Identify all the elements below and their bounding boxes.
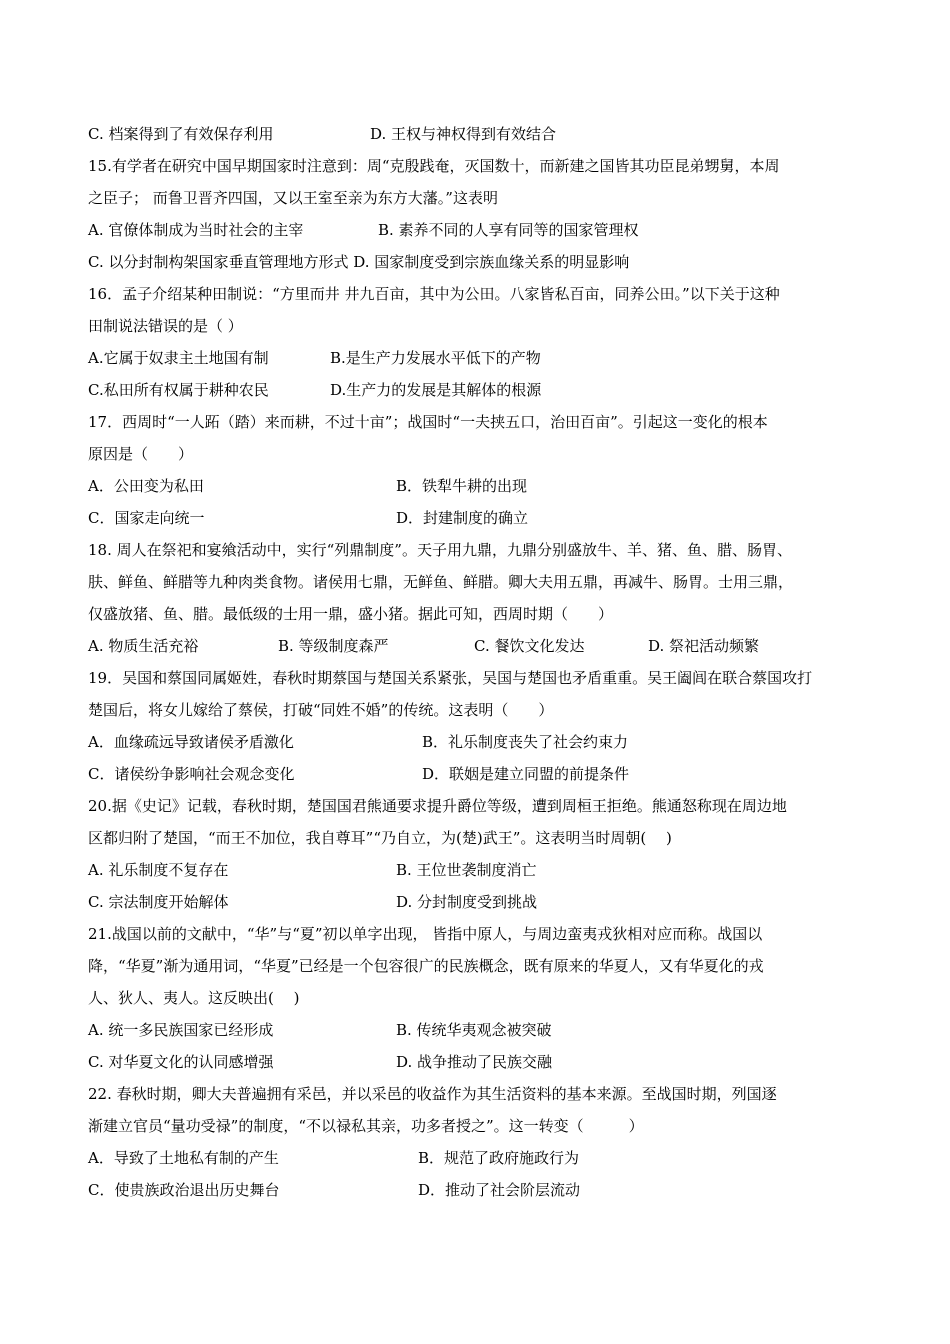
q22-option-d: D．推动了社会阶层流动 [418, 1181, 581, 1199]
q18-stem-line-1: 18. 周人在祭祀和宴飨活动中，实行“列鼎制度”。天子用九鼎，九鼎分别盛放牛、羊、猪、鱼、腊、肠胃、 [88, 541, 792, 559]
q16-stem-line-2: 田制说法错误的是（ ） [88, 317, 243, 335]
q20-stem-line-1: 20.据《史记》记载，春秋时期，楚国国君熊通要求提升爵位等级，遭到周桓王拒绝。熊通怒称现在周边地 [88, 797, 787, 815]
q17-option-d: D．封建制度的确立 [396, 509, 529, 527]
q20-option-c: C. 宗法制度开始解体 [88, 893, 229, 911]
q22-option-c: C．使贵族政治退出历史舞台 [88, 1181, 280, 1199]
q14-option-d: D. 王权与神权得到有效结合 [370, 125, 557, 143]
q21-stem-line-1: 21.战国以前的文献中，“华”与“夏”初以单字出现， 皆指中原人，与周边蛮夷戎狄相对应而称。战国以 [88, 925, 763, 943]
q16-option-c: C.私田所有权属于耕种农民 [88, 381, 269, 399]
q18-stem-line-3: 仅盛放猪、鱼、腊。最低级的士用一鼎，盛小猪。据此可知，西周时期（ ） [88, 605, 614, 623]
q15-stem-line-1: 15.有学者在研究中国早期国家时注意到：周“克殷践奄，灭国数十，而新建之国皆其功臣昆弟甥舅，本周 [88, 157, 780, 175]
q19-option-a: A．血缘疏远导致诸侯矛盾激化 [88, 733, 294, 751]
q20-option-d: D. 分封制度受到挑战 [396, 893, 538, 911]
q17-stem-line-1: 17．西周时“一人跖（踏）来而耕，不过十亩”；战国时“一夫挟五口，治田百亩”。引起这一变化的根本 [88, 413, 768, 431]
q18-option-b: B. 等级制度森严 [278, 637, 389, 655]
q19-stem-line-1: 19．吴国和蔡国同属姬姓，春秋时期蔡国与楚国关系紧张，吴国与楚国也矛盾重重。吴王阖闾在联合蔡国攻打 [88, 669, 813, 687]
q18-option-d: D. 祭祀活动频繁 [648, 637, 760, 655]
q15-option-b: B. 素养不同的人享有同等的国家管理权 [378, 221, 639, 239]
q16-option-a: A.它属于奴隶主土地国有制 [88, 349, 269, 367]
q18-stem-line-2: 肤、鲜鱼、鲜腊等九种肉类食物。诸侯用七鼎，无鲜鱼、鲜腊。卿大夫用五鼎，再减牛、肠胃。士用三鼎， [88, 573, 794, 591]
q22-stem-line-2: 渐建立官员“量功受禄”的制度，“不以禄私其亲，功多者授之”。这一转变（ ） [88, 1117, 644, 1135]
q15-option-a: A. 官僚体制成为当时社会的主宰 [88, 221, 304, 239]
q21-option-a: A. 统一多民族国家已经形成 [88, 1021, 274, 1039]
q22-option-b: B．规范了政府施政行为 [418, 1149, 580, 1167]
q20-stem-line-2: 区都归附了楚国，“而王不加位，我自尊耳”“乃自立，为(楚)武王”。这表明当时周朝( ) [88, 829, 672, 847]
q22-stem-line-1: 22. 春秋时期，卿大夫普遍拥有采邑，并以采邑的收益作为其生活资料的基本来源。至战国时期，列国逐 [88, 1085, 777, 1103]
q19-option-d: D．联姻是建立同盟的前提条件 [422, 765, 630, 783]
q16-stem-line-1: 16．孟子介绍某种田制说：“方里而井 井九百亩，其中为公田。八家皆私百亩，同养公田。”以下关于这种 [88, 285, 780, 303]
q16-option-b: B.是生产力发展水平低下的产物 [330, 349, 541, 367]
q17-option-c: C．国家走向统一 [88, 509, 205, 527]
q15-option-cd: C. 以分封制构架国家垂直管理地方形式 D. 国家制度受到宗族血缘关系的明显影响 [88, 253, 630, 271]
q16-option-d: D.生产力的发展是其解体的根源 [330, 381, 542, 399]
q17-stem-line-2: 原因是（ ） [88, 445, 194, 463]
q21-option-b: B. 传统华夷观念被突破 [396, 1021, 552, 1039]
q21-option-c: C. 对华夏文化的认同感增强 [88, 1053, 274, 1071]
q19-stem-line-2: 楚国后，将女儿嫁给了蔡侯，打破“同姓不婚”的传统。这表明（ ） [88, 701, 554, 719]
q14-option-c: C. 档案得到了有效保存利用 [88, 125, 274, 143]
q19-option-b: B．礼乐制度丧失了社会约束力 [422, 733, 629, 751]
q21-stem-line-3: 人、狄人、夷人。这反映出( ) [88, 989, 300, 1007]
q19-option-c: C．诸侯纷争影响社会观念变化 [88, 765, 295, 783]
q21-stem-line-2: 降，“华夏”渐为通用词，“华夏”已经是一个包容很广的民族概念，既有原来的华夏人，又有华夏化的戎 [88, 957, 764, 975]
q22-option-a: A．导致了土地私有制的产生 [88, 1149, 279, 1167]
q15-stem-line-2: 之臣子； 而鲁卫晋齐四国，又以王室至亲为东方大藩。”这表明 [88, 189, 498, 207]
q17-option-a: A．公田变为私田 [88, 477, 204, 495]
q18-option-a: A. 物质生活充裕 [88, 637, 199, 655]
q18-option-c: C. 餐饮文化发达 [474, 637, 585, 655]
q20-option-a: A. 礼乐制度不复存在 [88, 861, 229, 879]
q17-option-b: B．铁犁牛耕的出现 [396, 477, 528, 495]
q20-option-b: B. 王位世袭制度消亡 [396, 861, 537, 879]
q21-option-d: D. 战争推动了民族交融 [396, 1053, 553, 1071]
